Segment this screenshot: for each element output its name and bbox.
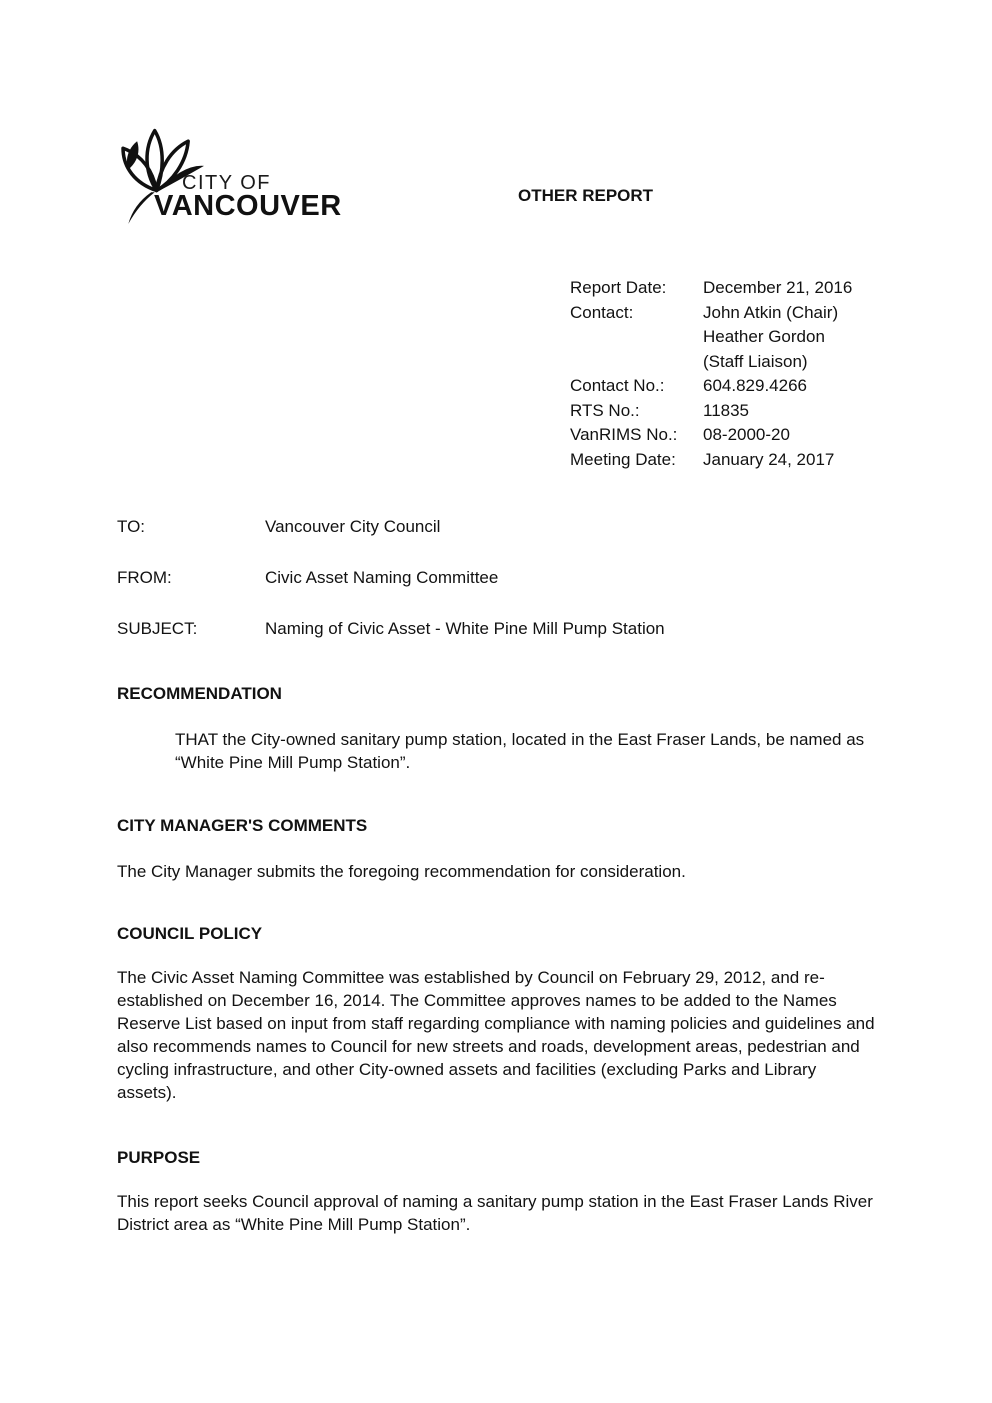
to-value: Vancouver City Council	[265, 517, 441, 536]
logo-text-city-of: CITY OF	[182, 172, 272, 194]
from-label: FROM:	[117, 568, 172, 587]
from-value: Civic Asset Naming Committee	[265, 568, 499, 587]
addressing-to-row	[117, 517, 877, 537]
meta-label: Report Date:	[570, 278, 667, 297]
meta-value: 08-2000-20	[703, 425, 790, 444]
meta-value: John Atkin (Chair)	[703, 302, 839, 322]
meta-label: Meeting Date:	[570, 449, 676, 469]
logo-text-vancouver: VANCOUVER	[154, 190, 342, 222]
purpose-heading: PURPOSE	[117, 1148, 201, 1167]
meta-label	[570, 325, 703, 350]
meta-label: Contact No.:	[570, 376, 665, 395]
meta-label: VanRIMS No.:	[570, 425, 678, 444]
meta-row-vanrims-no	[570, 423, 930, 448]
report-type-title: OTHER REPORT	[518, 186, 654, 205]
meta-value: (Staff Liaison)	[703, 351, 808, 371]
to-label: TO:	[117, 517, 146, 536]
recommendation-body: THAT the City-owned sanitary pump station, located in the East Fraser Lands, be named as “White Pine Mill Pump Station”.	[175, 730, 865, 772]
meta-row-contact-line3	[570, 350, 930, 375]
purpose-body: This report seeks Council approval of naming a sanitary pump station in the East Fraser Lands River District area as “White Pine Mill Pump Station”.	[117, 1192, 873, 1234]
council-policy-body: The Civic Asset Naming Committee was established by Council on February 29, 2012, and re-established on December 16, 2014. The Committee approves names to be added to the Names Reserve List based on input from staff regarding compliance with naming policies and guidelines and also recommends names to Council for new streets and roads, development areas, pedestrian and cycling infrastructure, and other City-owned assets and facilities (excluding Parks and Library assets).	[117, 968, 875, 1102]
report-meta-block	[570, 276, 930, 472]
addressing-from-row	[117, 568, 877, 588]
meta-row-rts-no	[570, 399, 930, 424]
subject-value: Naming of Civic Asset - White Pine Mill Pump Station	[265, 619, 665, 638]
recommendation-heading: RECOMMENDATION	[117, 684, 282, 703]
meta-value: 604.829.4266	[703, 376, 807, 395]
meta-row-report-date	[570, 276, 930, 301]
meta-row-contact-line2	[570, 325, 930, 350]
meta-row-contact-no	[570, 374, 930, 399]
meta-row-meeting-date	[570, 448, 930, 473]
meta-label: Contact:	[570, 302, 634, 322]
meta-label	[570, 350, 703, 375]
meta-value: Heather Gordon	[703, 327, 825, 346]
meta-row-contact	[570, 301, 930, 326]
meta-label: RTS No.:	[570, 400, 640, 420]
meta-value: December 21, 2016	[703, 278, 853, 297]
city-managers-comments-body: The City Manager submits the foregoing recommendation for consideration.	[117, 862, 686, 881]
city-managers-comments-heading: CITY MANAGER'S COMMENTS	[117, 816, 368, 835]
city-of-vancouver-logo	[112, 116, 372, 231]
addressing-subject-row	[117, 619, 877, 639]
subject-label: SUBJECT:	[117, 619, 198, 638]
meta-value: 11835	[703, 400, 750, 420]
meta-value: January 24, 2017	[703, 449, 835, 469]
council-policy-heading: COUNCIL POLICY	[117, 924, 263, 943]
